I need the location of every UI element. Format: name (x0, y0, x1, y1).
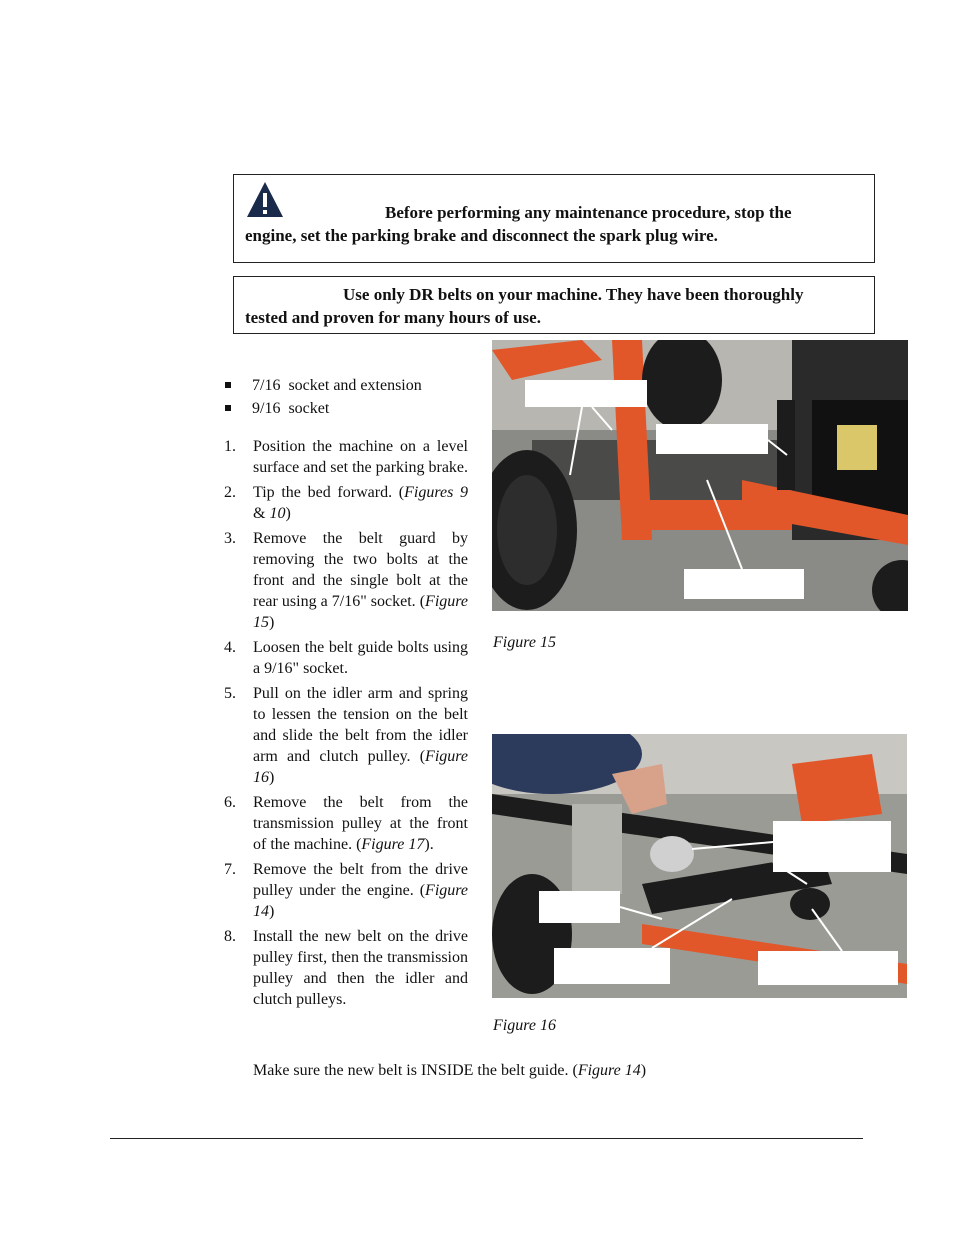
tools-list (224, 374, 422, 420)
figure-16-caption: Figure 16 (493, 1017, 556, 1034)
step-item: 4. Loosen the belt guide bolts using a 9/16" socket. (224, 639, 468, 677)
step-8-continuation: Make sure the new belt is INSIDE the belt guide. (Figure 14) (253, 1062, 647, 1079)
warning-text: Before performing any maintenance procedure, stop the engine, set the parking brake and disconnect the spark plug wire. (245, 203, 792, 245)
note-text: Use only DR belts on your machine. They have been thoroughly tested and proven for many hours of use. (245, 285, 804, 327)
figure-16-photo (492, 734, 907, 998)
step-item: 8. Install the new belt on the drive pulley first, then the transmission pulley and then the idler and clutch pulleys. (224, 928, 468, 1008)
figure-15-photo (492, 340, 908, 611)
step-item: 2. Tip the bed forward. (Figures 9 & 10) (224, 484, 468, 522)
footer-rule (110, 1138, 863, 1139)
list-item: 9/16 socket (224, 397, 422, 420)
figure-15-caption: Figure 15 (493, 634, 556, 651)
bullet-square-icon (225, 405, 231, 411)
step-item: 6. Remove the belt from the transmission pulley at the front of the machine. (Figure 17). (224, 794, 468, 853)
step-item: 3. Remove the belt guard by removing the two bolts at the front and the single bolt at the rear using a 7/16" socket. (Figure 15) (224, 530, 468, 631)
step-item: 7. Remove the belt from the drive pulley under the engine. (Figure 14) (224, 861, 468, 920)
list-item: 7/16 socket and extension (224, 374, 422, 397)
steps-list (224, 436, 468, 1010)
warning-box (233, 174, 875, 263)
note-box (233, 276, 875, 334)
bullet-square-icon (225, 382, 231, 388)
step-item: 1. Position the machine on a level surface and set the parking brake. (224, 438, 469, 476)
step-item: 5. Pull on the idler arm and spring to lessen the tension on the belt and slide the belt from the idler arm and clutch pulley. (Figure 16) (224, 685, 468, 786)
